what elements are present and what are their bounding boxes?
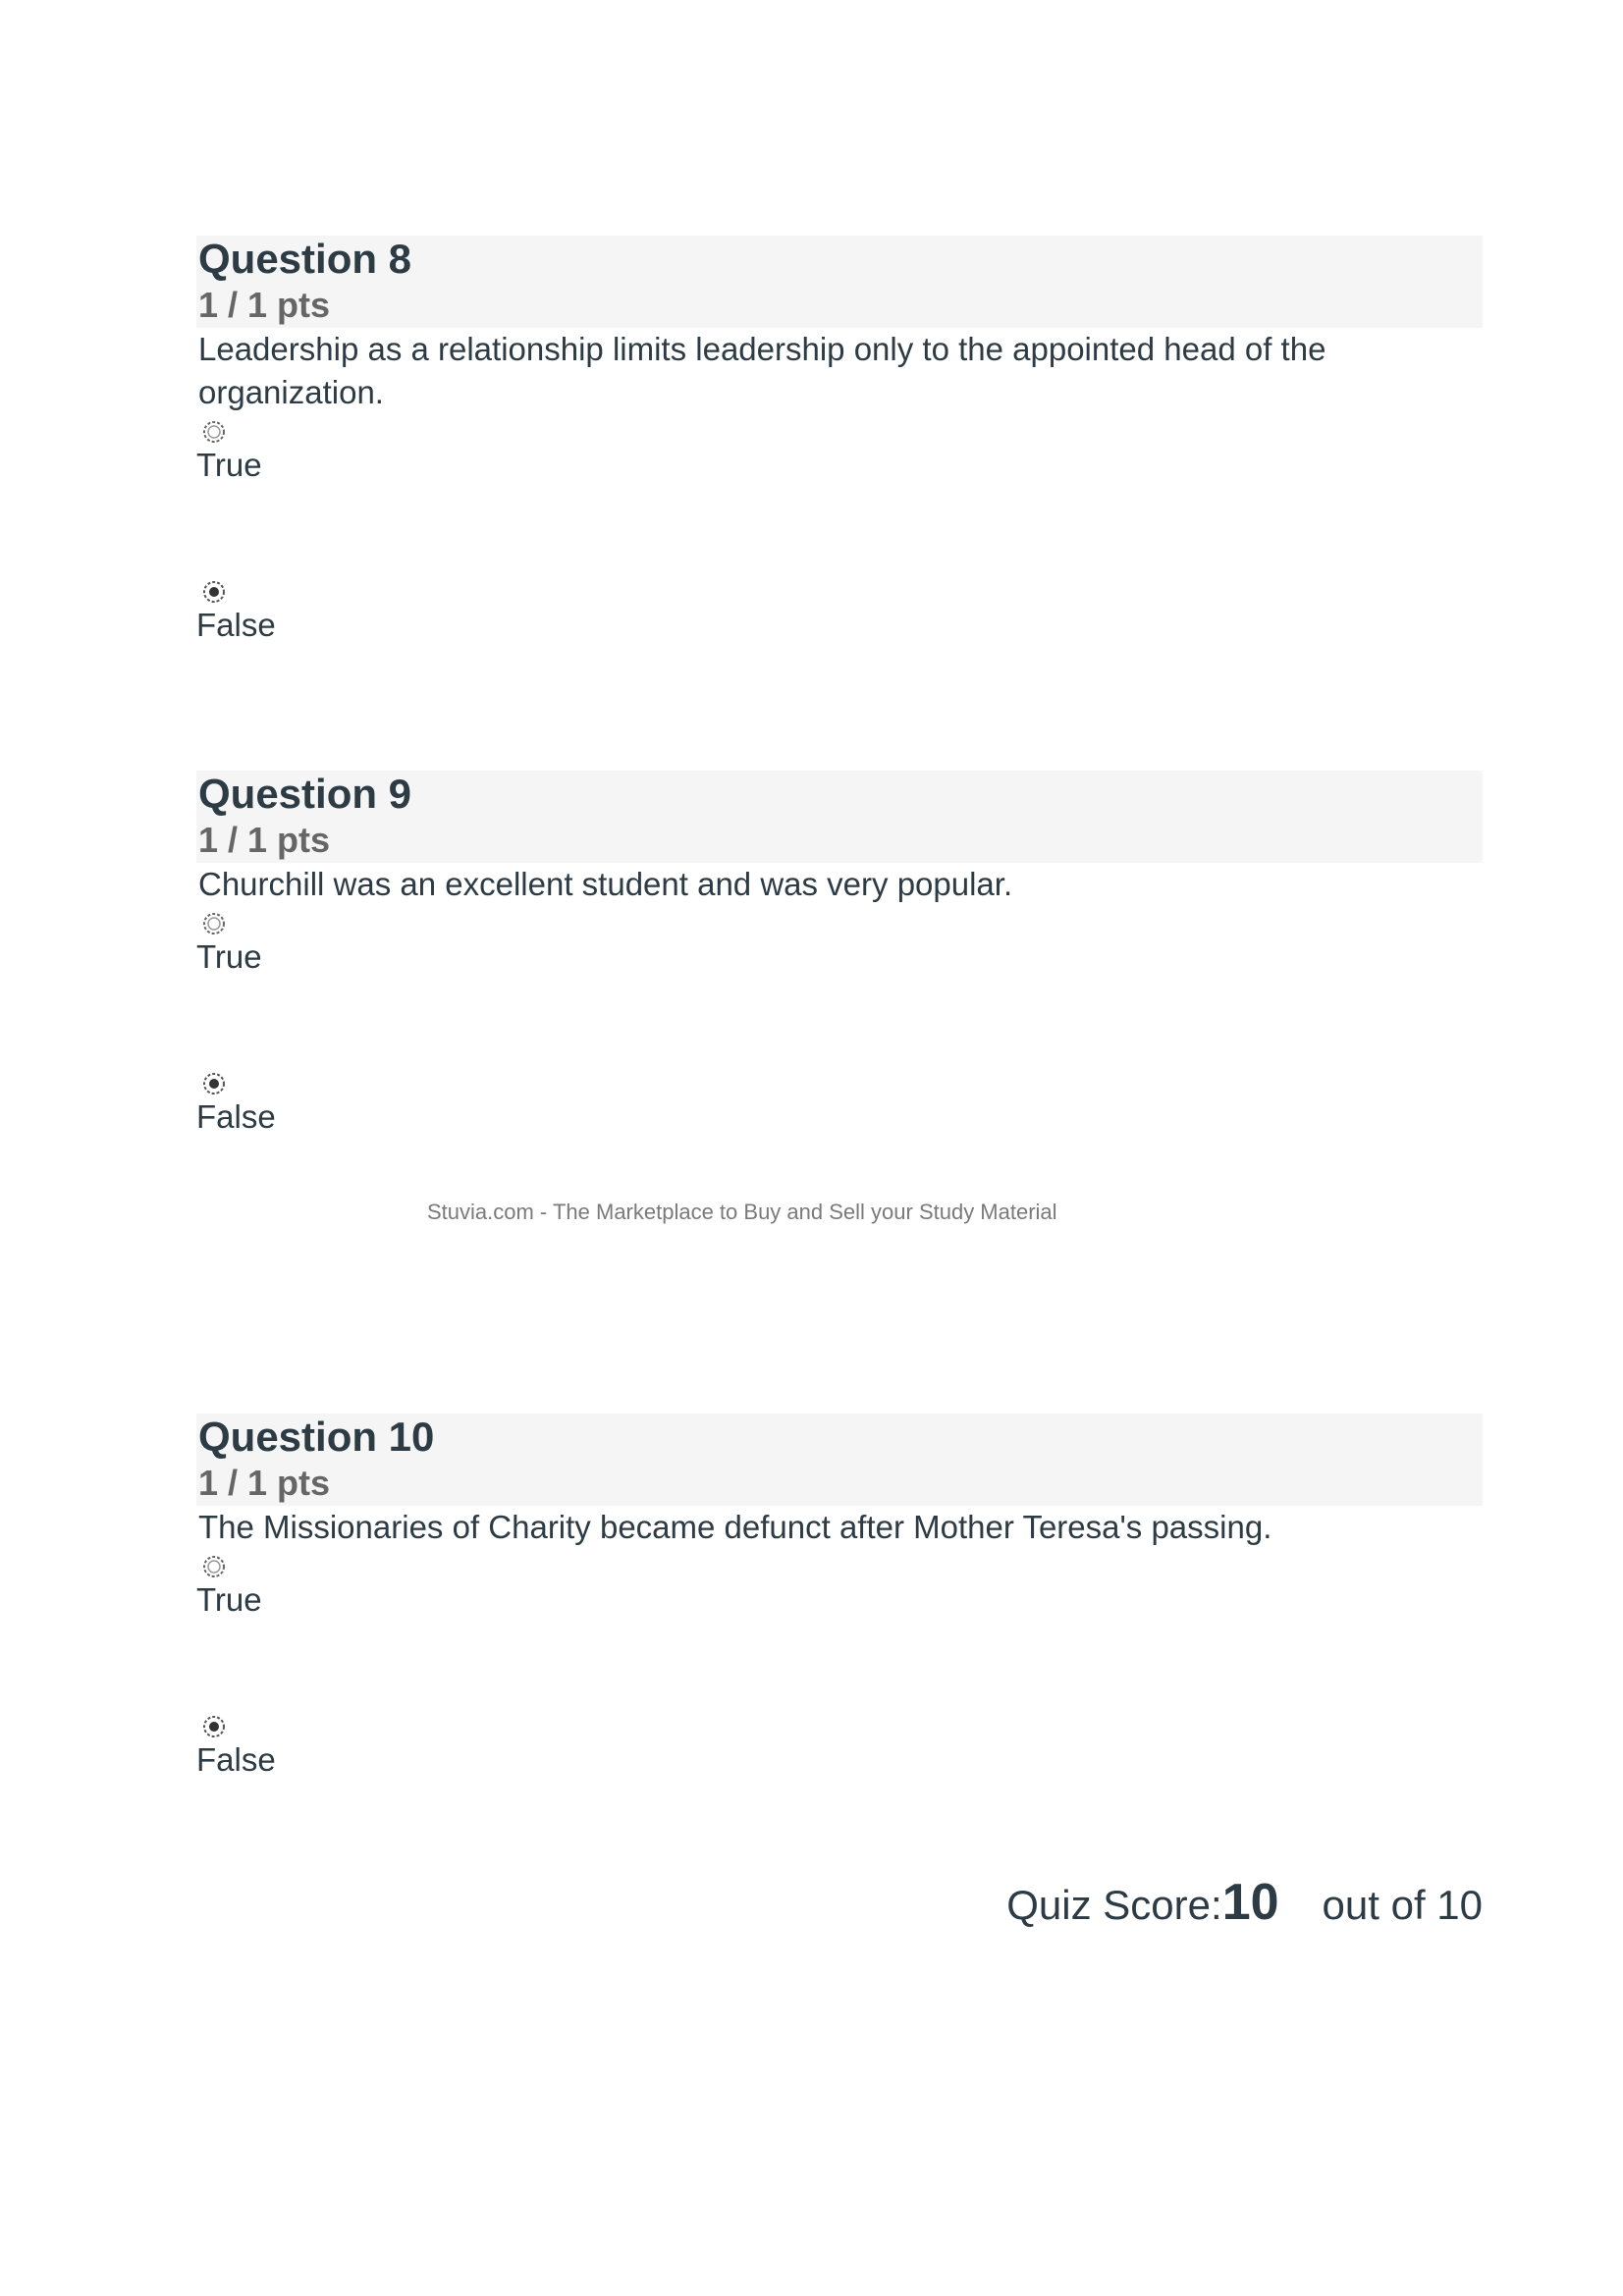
question-block <box>196 771 1483 1137</box>
question-title: Question 8 <box>198 236 412 282</box>
quiz-score-label: Quiz Score: <box>1006 1882 1222 1928</box>
question-points: 1 / 1 pts <box>198 285 331 325</box>
answer-label: False <box>196 607 276 643</box>
answer-option-true[interactable] <box>196 1553 1483 1620</box>
question-header <box>196 1414 1483 1506</box>
watermark-footer: Stuvia.com - The Marketplace to Buy and Sell your Study Material <box>427 1200 1057 1224</box>
answer-option-false[interactable] <box>196 1070 1483 1137</box>
question-points: 1 / 1 pts <box>198 1463 331 1503</box>
quiz-score-value: 10 <box>1221 1874 1279 1931</box>
answer-label: False <box>196 1098 276 1135</box>
answer-option-false[interactable] <box>196 578 1483 645</box>
radio-selected-icon <box>200 1713 228 1740</box>
radio-unselected-icon <box>200 910 228 937</box>
radio-unselected-icon <box>200 418 228 446</box>
answer-option-true[interactable] <box>196 910 1483 977</box>
answer-label: True <box>196 938 262 975</box>
question-title: Question 9 <box>198 771 412 817</box>
radio-selected-icon <box>200 578 228 606</box>
question-block <box>196 236 1483 645</box>
question-block <box>196 1414 1483 1780</box>
answer-label: True <box>196 1581 262 1618</box>
question-text: The Missionaries of Charity became defunct after Mother Teresa's passing. <box>198 1509 1272 1545</box>
quiz-score-total: out of 10 <box>1322 1882 1483 1928</box>
answer-option-false[interactable] <box>196 1713 1483 1780</box>
question-title: Question 10 <box>198 1414 435 1460</box>
answer-label: False <box>196 1741 276 1778</box>
question-text: Leadership as a relationship limits leadership only to the appointed head of the organization. <box>198 331 1326 410</box>
radio-selected-icon <box>200 1070 228 1097</box>
radio-unselected-icon <box>200 1553 228 1580</box>
quiz-score <box>1006 1873 1483 1932</box>
question-points: 1 / 1 pts <box>198 820 331 860</box>
question-text: Churchill was an excellent student and was very popular. <box>198 866 1013 902</box>
question-header <box>196 236 1483 328</box>
answer-option-true[interactable] <box>196 418 1483 485</box>
question-header <box>196 771 1483 863</box>
answer-label: True <box>196 447 262 483</box>
